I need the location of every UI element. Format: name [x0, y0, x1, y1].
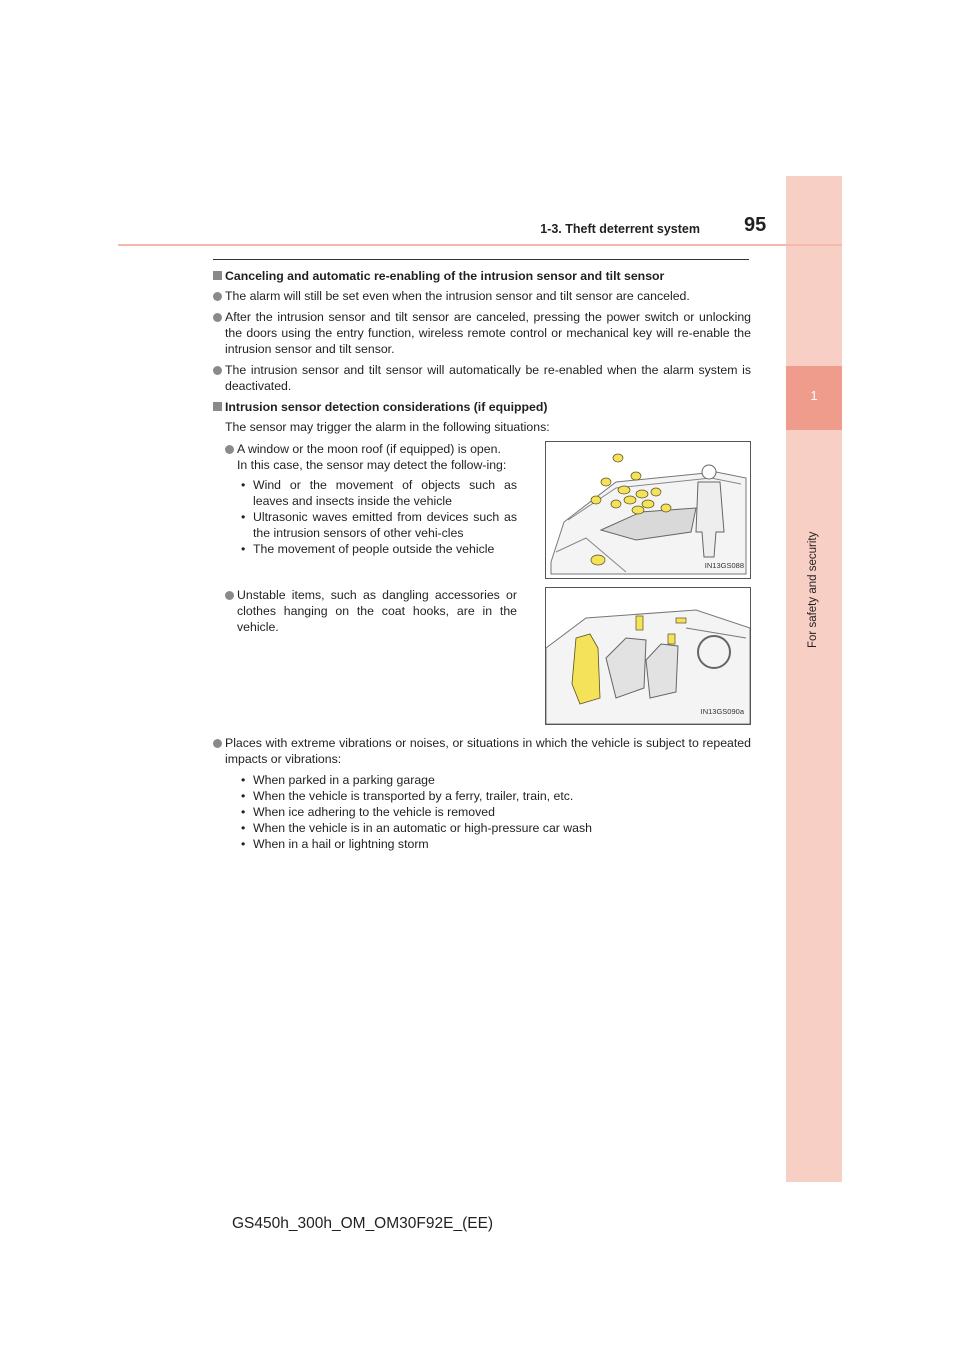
- sub-list-item: • When the vehicle is transported by a ferry, trailer, train, etc.: [241, 788, 751, 804]
- list-item: Unstable items, such as dangling accessories or clothes hanging on the coat hooks, are in the vehicle.: [225, 587, 517, 635]
- item-with-figure: [213, 441, 751, 579]
- sub-list-item: • When parked in a parking garage: [241, 772, 751, 788]
- header-rule: [118, 244, 842, 246]
- sub-list-item: • When in a hail or lightning storm: [241, 836, 751, 852]
- list-item: After the intrusion sensor and tilt sensor are canceled, pressing the power switch or unlocking the doors using the entry function, wireless remote control or mechanical key will re-enable the intrusion sensor and tilt sensor.: [213, 309, 751, 357]
- list-item: The intrusion sensor and tilt sensor will automatically be re-enabled when the alarm system is deactivated.: [213, 362, 751, 394]
- sub-list-item: • When the vehicle is in an automatic or high-pressure car wash: [241, 820, 751, 836]
- sub-list-item: • When ice adhering to the vehicle is removed: [241, 804, 751, 820]
- circle-bullet-icon: [213, 313, 222, 322]
- interior-illustration: [545, 587, 751, 725]
- square-bullet-icon: [213, 402, 222, 411]
- intro-text: The sensor may trigger the alarm in the following situations:: [225, 420, 550, 434]
- section-heading: Intrusion sensor detection considerations (if equipped): [213, 399, 751, 415]
- circle-bullet-icon: [213, 292, 222, 301]
- sub-list: [241, 477, 517, 557]
- chapter-number: 1: [810, 388, 818, 403]
- sub-list-item: • Wind or the movement of objects such as leaves and insects inside the vehicle: [241, 477, 517, 509]
- circle-bullet-icon: [225, 591, 234, 600]
- figure-id: IN13GS090a: [700, 707, 744, 716]
- doc-code: GS450h_300h_OM_OM30F92E_(EE): [232, 1215, 494, 1232]
- circle-bullet-icon: [213, 366, 222, 375]
- list-item: Places with extreme vibrations or noises, or situations in which the vehicle is subject to repeated impacts or vibrations:: [213, 735, 751, 767]
- sub-list-item: • Ultrasonic waves emitted from devices such as the intrusion sensors of other vehi-cles: [241, 509, 517, 541]
- main-content: [213, 268, 751, 852]
- list-item: The alarm will still be set even when the intrusion sensor and tilt sensor are canceled.: [213, 288, 751, 304]
- chapter-label: For safety and security: [807, 531, 819, 648]
- section-heading: Canceling and automatic re-enabling of the intrusion sensor and tilt sensor: [213, 268, 751, 284]
- circle-bullet-icon: [213, 739, 222, 748]
- circle-bullet-icon: [225, 445, 234, 454]
- square-bullet-icon: [213, 271, 222, 280]
- figure-id: IN13GS088: [704, 561, 744, 570]
- moonroof-illustration: [545, 441, 751, 579]
- sub-list: [241, 772, 751, 852]
- list-item: A window or the moon roof (if equipped) is open. In this case, the sensor may detect the follow-ing:: [225, 441, 517, 473]
- item-with-figure: [213, 587, 751, 725]
- section-title: 1-3. Theft deterrent system: [540, 222, 700, 236]
- sub-list-item: • The movement of people outside the vehicle: [241, 541, 517, 557]
- page-number: 95: [744, 214, 767, 236]
- sidebar-strip: [786, 176, 842, 1182]
- chapter-label-wrap: [786, 450, 842, 650]
- content-rule: [213, 259, 749, 260]
